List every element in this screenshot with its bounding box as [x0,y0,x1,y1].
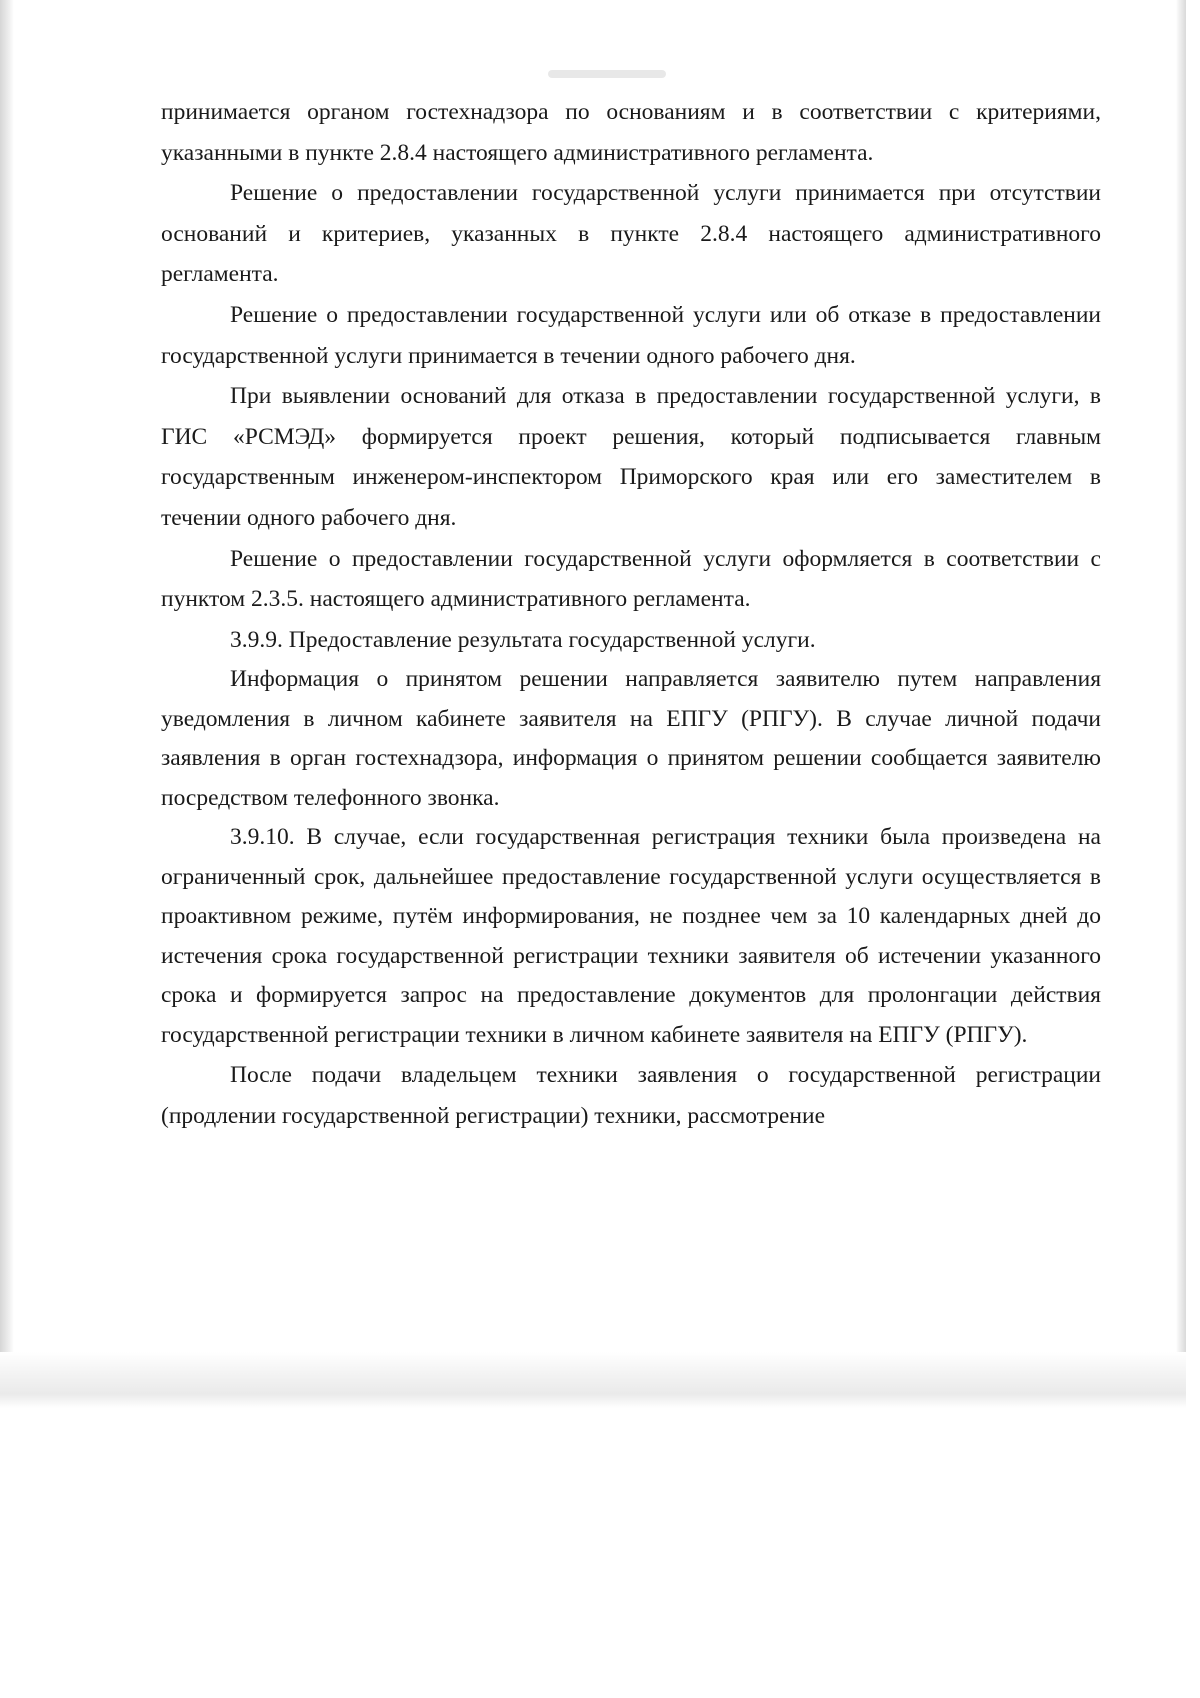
scan-shadow-right [1176,0,1186,1405]
scan-shadow-left [0,0,14,1405]
section-heading-3-9-9: 3.9.9. Предоставление результата государственной услуги. [230,626,816,653]
paragraph-decision-format: Решение о предоставлении государственной услуги оформляется в соответствии с пунктом 2.3.5. настоящего административного регламента. [161,545,1101,613]
section-3-9-10: 3.9.10. В случае, если государственная регистрация техники была произведена на ограниченный срок, дальнейшее предоставление государственной услуги осуществляется в проактивном режиме, путём информирования, не позднее чем за 10 календарных дней до истечения срока государственной регистрации техники заявителя об истечении указанного срока и формируется запрос на предоставление документов для пролонгации действия государственной регистрации техники в личном кабинете заявителя на ЕПГУ (РПГУ). [161,824,1101,1048]
paragraph-decision-timing: Решение о предоставлении государственной услуги или об отказе в предоставлении государственной услуги принимается в течении одного рабочего дня. [161,301,1101,369]
paragraph-notification: Информация о принятом решении направляется заявителю путем направления уведомления в личном кабинете заявителя на ЕПГУ (РПГУ). В случае личной подачи заявления в орган гостехнадзора, информация о принятом решении сообщается заявителю посредством телефонного звонка. [161,666,1101,811]
paragraph-refusal-grounds: При выявлении оснований для отказа в предоставлении государственной услуги, в ГИС «РСМЭД» формируется проект решения, который подписывается главным государственным инженером-инспектором Приморского края или его заместителем в течении одного рабочего дня. [161,383,1101,531]
document-body [161,92,1101,1137]
scan-shadow-bottom [0,1352,1186,1408]
paragraph-after-application: После подачи владельцем техники заявления о государственной регистрации (продлении государственной регистрации) техники, рассмотрение [161,1062,1101,1129]
paragraph-continuation: принимается органом гостехнадзора по основаниям и в соответствии с критериями, указанными в пункте 2.8.4 настоящего административного регламента. [161,99,1101,166]
paragraph-decision-grant: Решение о предоставлении государственной услуги принимается при отсутствии оснований и критериев, указанных в пункте 2.8.4 настоящего административного регламента. [161,180,1101,288]
scan-smudge [548,70,666,78]
